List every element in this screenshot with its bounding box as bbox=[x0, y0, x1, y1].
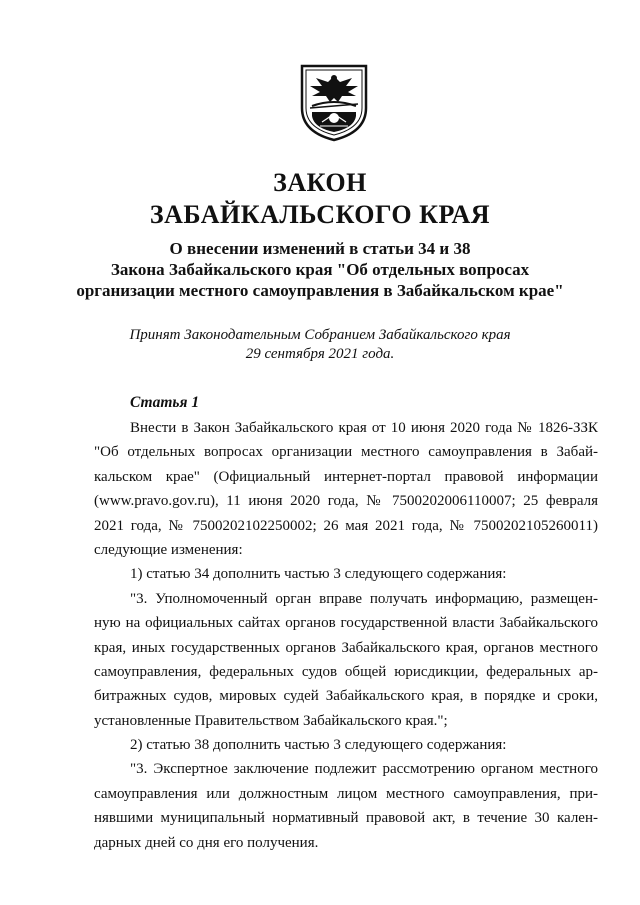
adoption-note bbox=[0, 326, 640, 364]
body-line: (www.pravo.gov.ru), 11 июня 2020 года, № 7500202006110007; 25 февраля bbox=[94, 493, 598, 510]
body-line: самоуправления, федеральных судов общей юрисдикции, федеральных ар- bbox=[94, 663, 598, 680]
body-line: кальском крае" (Официальный интернет-портал правовой информации bbox=[94, 468, 598, 485]
coat-of-arms-emblem-icon bbox=[298, 62, 370, 142]
body-line: битражных судов, мировых судей Забайкальского края, в порядке и сроки, bbox=[94, 688, 598, 705]
body-line: Внести в Закон Забайкальского края от 10 июня 2020 года № 1826-ЗЗК bbox=[130, 420, 598, 436]
body-line: следующие изменения: bbox=[94, 541, 243, 558]
subtitle-line: О внесении изменений в статьи 34 и 38 bbox=[169, 239, 471, 258]
body-line: "3. Экспертное заключение подлежит рассмотрению органом местного bbox=[130, 761, 598, 778]
law-subtitle bbox=[0, 238, 640, 301]
body-line: "3. Уполномоченный орган вправе получать информацию, размещен- bbox=[130, 590, 598, 607]
body-line: края, иных государственных органов Забайкальского края, органов местного bbox=[94, 639, 598, 656]
body-line: "Об отдельных вопросах организации местного самоуправления в Забай- bbox=[94, 444, 598, 461]
article-heading: Статья 1 bbox=[130, 394, 200, 411]
adoption-line: Принят Законодательным Собранием Забайкальского края bbox=[129, 327, 511, 343]
subtitle-line: Закона Забайкальского края "Об отдельных вопросах bbox=[110, 260, 530, 279]
body-line: дарных дней со дня его получения. bbox=[94, 834, 319, 851]
subtitle-line: организации местного самоуправления в Забайкальском крае" bbox=[76, 281, 564, 300]
body-line: 1) статью 34 дополнить частью 3 следующего содержания: bbox=[130, 566, 507, 583]
article-body bbox=[94, 416, 598, 855]
adoption-date: 29 сентября 2021 года. bbox=[245, 346, 395, 362]
body-line: 2) статью 38 дополнить частью 3 следующего содержания: bbox=[130, 737, 507, 754]
region-title: ЗАБАЙКАЛЬСКОГО КРАЯ bbox=[149, 200, 491, 229]
body-line: 2021 года, № 7500202102250002; 26 мая 2021 года, № 7500202105260011) bbox=[94, 517, 598, 534]
body-line: нявшими муниципальный нормативный правовой акт, в течение 30 кален- bbox=[94, 810, 598, 827]
body-line: самоуправления или должностным лицом местного самоуправления, при- bbox=[94, 785, 598, 802]
body-line: ную на официальных сайтах органов государственной власти Забайкальского bbox=[94, 615, 598, 632]
law-title: ЗАКОН bbox=[273, 168, 367, 197]
body-line: установленные Правительством Забайкальского края."; bbox=[94, 712, 448, 729]
